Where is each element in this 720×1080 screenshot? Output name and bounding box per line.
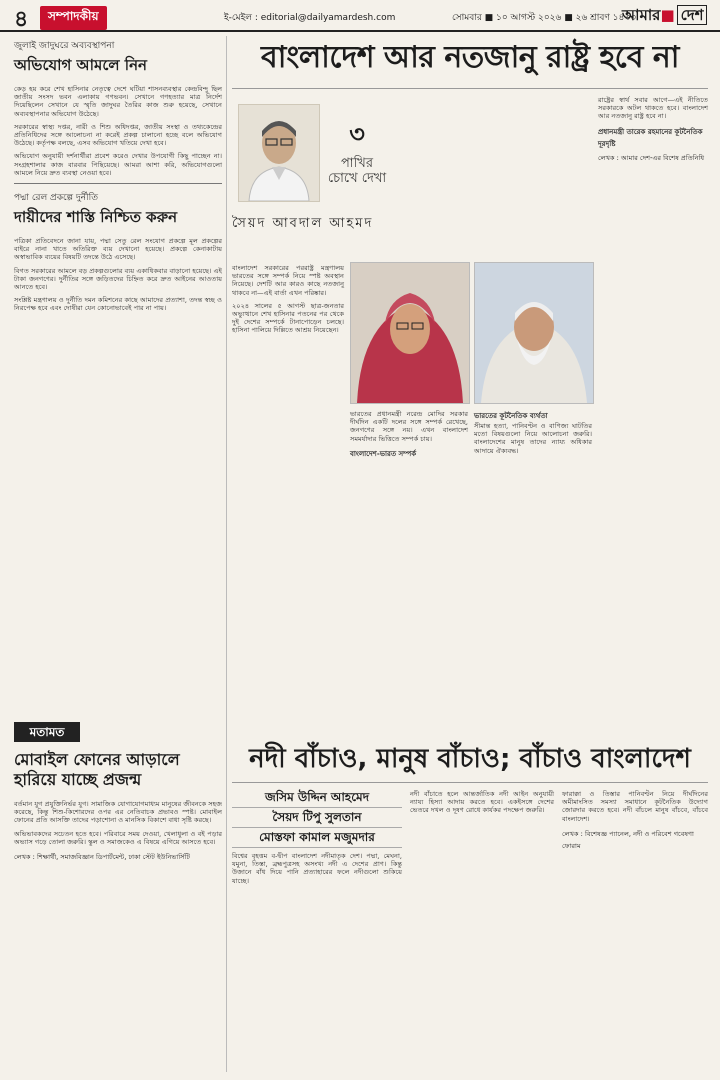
dateline: সোমবার ■ ১০ আগস্ট ২০২৬ ■ ২৬ শ্রাবণ ১৪৩৩ (452, 13, 637, 23)
lead-writer: লেখক : আমার দেশ-এর বিশেষ প্রতিনিধি (598, 153, 705, 162)
brand-first: আমার (622, 6, 661, 24)
lead-paragraph: সীমান্ত হত্যা, পানিবণ্টন ও বাণিজ্য ঘাটতির মতো বিষয়গুলো নিয়ে আলোচনা জরুরি। বাংলাদেশের মানুষ তাদের ন্যায্য অধিকার আদায়ে ঐক্যবদ্ধ। (474, 422, 592, 455)
second-column-a (232, 852, 402, 890)
lead-subhead: ভারতের কূটনৈতিক ব্যর্থতা (474, 412, 548, 420)
second-authors (232, 788, 402, 848)
column-number: ৩ (349, 120, 365, 148)
lead-paragraph: বাংলাদেশ সরকারের পররাষ্ট্র মন্ত্রণালয় ভারতের সঙ্গে সম্পর্ক নিয়ে স্পষ্ট অবস্থান নিয়েছে। দেশটি আর কারও কাছে নতজানু থাকবে না—এই বার্তা এখন পরিষ্কার। (232, 264, 344, 297)
lead-byline: সৈয়দ আবদাল আহমদ (232, 216, 374, 231)
editorial-1-kicker: জুলাই জাদুঘরে অব্যবস্থাপনা (14, 41, 115, 51)
column-divider (226, 36, 227, 1072)
masthead (0, 0, 720, 32)
opinion-headline: মোবাইল ফোনের আড়ালে হারিয়ে যাচ্ছে প্রজন্ম (14, 750, 180, 789)
second-paragraph: বিশ্বের বৃহত্তম ব-দ্বীপ বাংলাদেশ নদীমাতৃক দেশ। পদ্মা, মেঘনা, যমুনা, তিস্তা, ব্রহ্মপুত্রসহ অসংখ্য নদী এ দেশের প্রাণ। কিন্তু উজানে বাঁধ দিয়ে পানি প্রত্যাহারের ফলে নদীগুলো শুকিয়ে যাচ্ছে। (232, 852, 402, 885)
author-name: জসিম উদ্দিন আহমেদ (232, 788, 402, 808)
lead-column-b (350, 410, 468, 460)
opinion-body (14, 800, 222, 863)
author-name: সৈয়দ টিপু সুলতান (232, 808, 402, 828)
divider (232, 88, 708, 89)
editorial-email[interactable]: ই-মেইল : editorial@dailyamardesh.com (224, 13, 396, 23)
editorial-1-paragraph: অভিযোগ অনুযায়ী দর্শনার্থীরা প্রবেশ করেও দেখার উপযোগী কিছু পাচ্ছেন না। সংগ্রহশালার কাজ বারবার পিছিয়েছে। আমরা আশা করি, অভিযোগগুলো আমলে নিয়ে দ্রুত ব্যবস্থা নেওয়া হবে। (14, 152, 222, 177)
editorial-2-paragraph: বিগত সরকারের আমলে বড় প্রকল্পগুলোর ব্যয় একাধিকবার বাড়ানো হয়েছে। এই টাকা জনগণের। দুর্নীতির সঙ্গে জড়িতদের চিহ্নিত করে দ্রুত আইনের আওতায় আনতে হবে। (14, 266, 222, 292)
divider (232, 782, 708, 783)
lead-paragraph: ভারতের প্রধানমন্ত্রী নরেন্দ্র মোদির সরকার দীর্ঘদিন একটি দলের সঙ্গে সম্পর্ক রেখেছে, জনগণের সঙ্গে নয়। এখন বাংলাদেশ সমমর্যাদার ভিত্তিতে সম্পর্ক চায়। (350, 410, 468, 443)
editorial-1-paragraph: কেড় হয় করে শেখ হাসিনার নেতৃত্বে দেশে ঘটিয়া শাসনব্যবস্থার কেন্দ্রবিন্দু ছিল জাতীয় সংসদ ভবন এলাকায় গণভবন। সেখানে গণহত্যার মাত্র নির্দেশ দিয়েছিলেন সেখানে যে স্মৃতি জাদুঘর তৈরির কাজ শুরু হয়েছে, সেখানে অব্যবস্থাপনার অভিযোগ উঠেছে। (14, 85, 222, 118)
column-logo-box (232, 96, 392, 260)
lead-subhead: প্রধানমন্ত্রী তারেক রহমানের কূটনৈতিক দূরদৃষ্টি (598, 127, 703, 148)
left-column (14, 38, 222, 318)
author-portrait (238, 104, 320, 202)
second-column-c (562, 790, 708, 852)
opinion-paragraph: অভিভাবকদের সচেতন হতে হবে। পরিবারে সময় দেওয়া, খেলাধুলা ও বই পড়ার অভ্যাস গড়ে তোলা জরুরি। স্কুল ও সমাজকেও এ বিষয়ে এগিয়ে আসতে হবে। (14, 829, 222, 846)
lead-paragraph: রাষ্ট্রের স্বার্থ সবার আগে—এই নীতিতে সরকারকে অটল থাকতে হবে। বাংলাদেশ আর নতজানু রাষ্ট্র হবে না। (598, 96, 708, 121)
column-logo (326, 116, 388, 186)
editorial-2-kicker: পদ্মা রেল প্রকল্পে দুর্নীতি (14, 193, 98, 204)
lead-column-d (598, 96, 708, 164)
brand-second: দেশ (677, 5, 708, 25)
opinion-paragraph: বর্তমান যুগ প্রযুক্তিনির্ভর যুগ। সামাজিক যোগাযোগমাধ্যম মানুষের জীবনকে সহজ করেছে, কিন্তু শিশু-কিশোরদের ওপর এর নেতিবাচক প্রভাবও স্পষ্ট। মোবাইল ফোনের প্রতি আসক্তি তাদের পড়াশোনা ও মানসিক বিকাশে বাধা সৃষ্টি করছে। (14, 800, 222, 825)
photo-modi (474, 262, 594, 404)
photo-hasina (350, 262, 470, 404)
opinion-writer: লেখক : শিক্ষার্থী, সমাজবিজ্ঞান ডিপার্টমেন্ট, ঢাকা স্টেট ইউনিভার্সিটি (14, 853, 190, 862)
editorial-2-paragraph: সংশ্লিষ্ট মন্ত্রণালয় ও দুর্নীতি দমন কমিশনের কাছে আমাদের প্রত্যাশা, তদন্ত স্বচ্ছ ও নিরপেক্ষ হবে এবং দোষীরা যেন কোনোভাবেই পার না পায়। (14, 296, 222, 313)
section-tag: সম্পাদকীয় (40, 6, 107, 30)
second-paragraph: নদী বাঁচাতে হলে আন্তর্জাতিক নদী আইন অনুযায়ী ন্যায্য হিস্যা আদায় করতে হবে। একইসঙ্গে দেশের ভেতরে দখল ও দূষণ রোধে কার্যকর পদক্ষেপ জরুরি। (410, 790, 554, 815)
lead-column-a (232, 264, 344, 340)
divider (14, 183, 222, 184)
column-title: পাখির চোখে দেখা (327, 156, 387, 186)
editorial-1-headline: অভিযোগ আমলে নিন (14, 56, 147, 74)
brand-logo (622, 4, 707, 29)
lead-column-c (474, 410, 592, 460)
lead-headline: বাংলাদেশ আর নতজানু রাষ্ট্র হবে না (261, 40, 679, 75)
page-number: ৪ (14, 6, 29, 32)
author-name: মোস্তফা কামাল মজুমদার (232, 828, 402, 848)
brand-dot: ■ (660, 6, 675, 24)
second-paragraph: ফারাক্কা ও তিস্তার পানিবণ্টন নিয়ে দীর্ঘদিনের অমীমাংসিত সমস্যা সমাধানে কূটনৈতিক উদ্যোগ জোরদার করতে হবে। নদী বাঁচলে মানুষ বাঁচবে, বাঁচবে বাংলাদেশ। (562, 790, 708, 823)
editorial-2-paragraph: পত্রিকা প্রতিবেদনে জানা যায়, পদ্মা সেতু রেল সংযোগ প্রকল্পে মূল প্রকল্পের বাইরে নানা খাতে অতিরিক্ত ব্যয় দেখানো হয়েছে। প্রকল্পে কেনাকাটায় অস্বাভাবিক ব্যয়ের বিষয়টি তদন্তে উঠে এসেছে। (14, 237, 222, 262)
lead-subhead: বাংলাদেশ-ভারত সম্পর্ক (350, 449, 417, 458)
second-writer: লেখক : বিশেষজ্ঞ প্যানেল, নদী ও পরিবেশ গবেষণা ফোরাম (562, 829, 694, 850)
lead-paragraph: ২০২৪ সালের ৫ আগস্ট ছাত্র-জনতার অভ্যুত্থানে শেখ হাসিনার পতনের পর থেকে দুই দেশের সম্পর্কে টানাপোড়েন চলছে। হাসিনা পালিয়ে দিল্লিতে আশ্রয় নিয়েছেন। (232, 301, 344, 335)
opinion-tag: মতামত (14, 722, 80, 742)
editorial-1-paragraph: সরকারের স্বাস্থ্য দপ্তর, নারী ও শিশু অধিদপ্তর, জাতীয় সংস্থা ও তথ্যকেন্দ্রের প্রতিনিধিদের সঙ্গে আলোচনা না করেই প্রকল্প চালানো হচ্ছে বলে অভিযোগ উঠেছে। কর্তৃপক্ষ বলছে, এসব অভিযোগ খতিয়ে দেখা হবে। (14, 122, 222, 148)
second-headline: নদী বাঁচাও, মানুষ বাঁচাও; বাঁচাও বাংলাদেশ (249, 744, 691, 774)
second-column-b (410, 790, 554, 820)
editorial-2-headline: দায়ীদের শাস্তি নিশ্চিত করুন (14, 208, 178, 227)
